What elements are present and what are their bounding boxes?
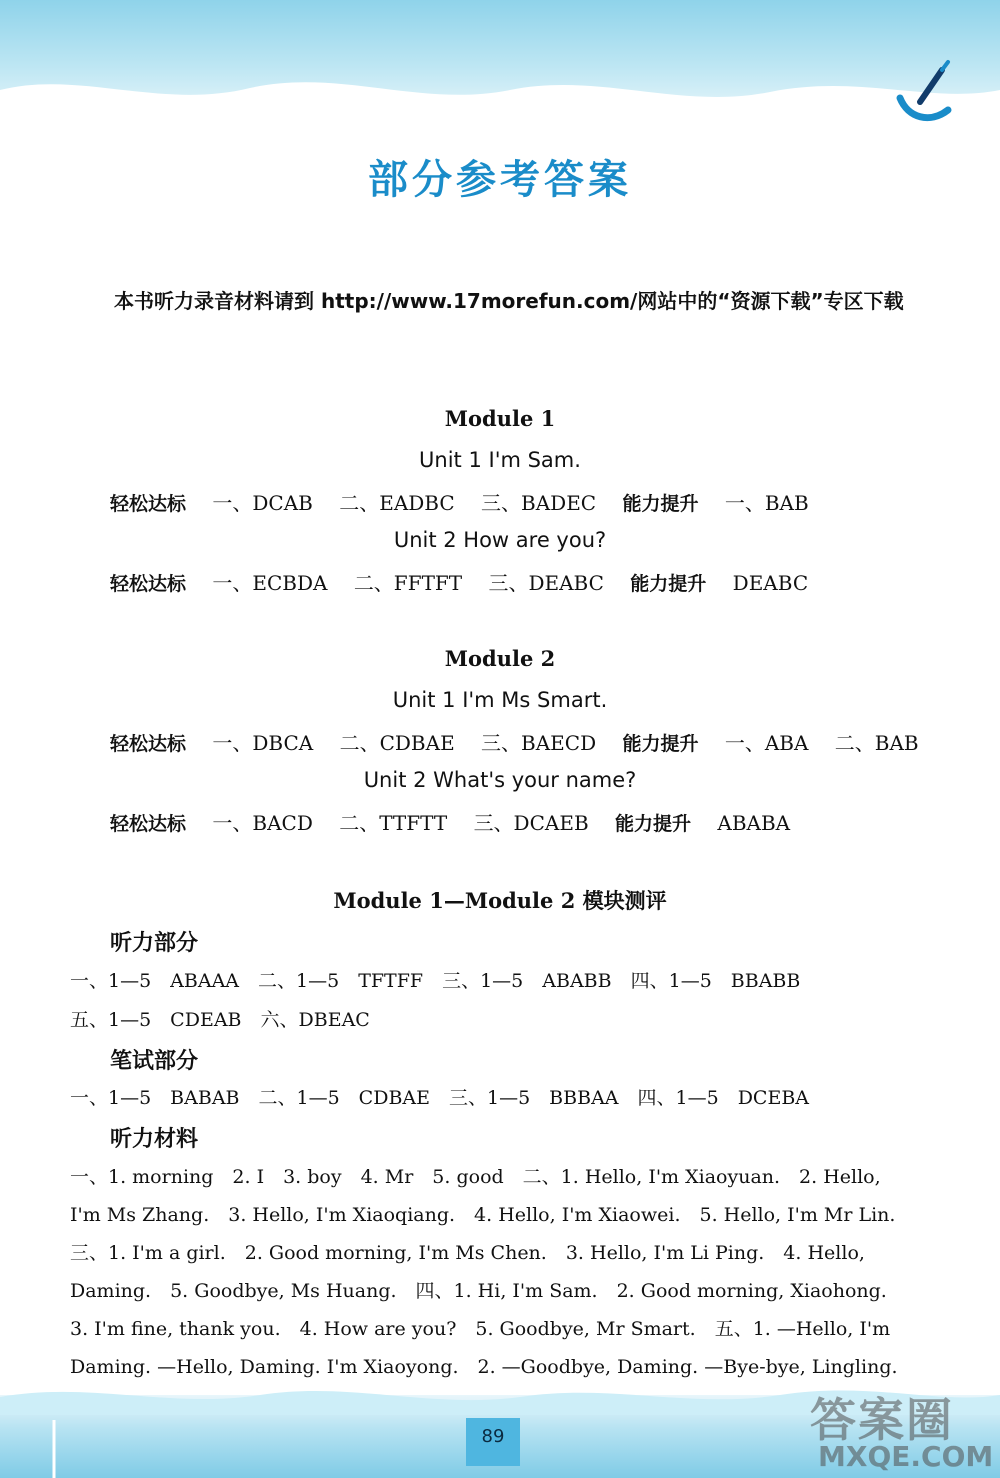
- module2-title: Module 2: [444, 646, 556, 671]
- watermark-bottom: MXQE.COM: [818, 1440, 994, 1473]
- material-line: 三、1. I'm a girl. 2. Good morning, I'm Ms Chen. 3. Hello, I'm Li Ping. 4. Hello,: [70, 1242, 865, 1264]
- answer: 二、CDBAE: [339, 731, 455, 755]
- answer: 二、EADBC: [339, 491, 455, 515]
- module1-unit2-title: Unit 2 How are you?: [393, 528, 607, 552]
- label-advance: 能力提升: [615, 813, 692, 835]
- material-line: 一、1. morning 2. I 3. boy 4. Mr 5. good 二、1. Hello, I'm Xiaoyuan. 2. Hello,: [70, 1166, 881, 1188]
- listening-section-title: 听力部分: [110, 931, 199, 956]
- module-test-title: Module 1—Module 2 模块测评: [333, 888, 667, 913]
- answer: 一、DBCA: [212, 731, 314, 755]
- written-answers-line: 一、1—5 BABAB 二、1—5 CDBAE 三、1—5 BBBAA 四、1—5 DCEBA: [70, 1087, 810, 1109]
- module1-unit1-answers: [110, 487, 809, 516]
- top-wave-decor: [0, 60, 1000, 130]
- written-section-title: 笔试部分: [110, 1049, 199, 1074]
- answer: 一、DCAB: [212, 491, 313, 515]
- material-line: I'm Ms Zhang. 3. Hello, I'm Xiaoqiang. 4. Hello, I'm Xiaowei. 5. Hello, I'm Mr Lin.: [70, 1204, 896, 1226]
- watermark: [800, 1378, 1000, 1478]
- answer: 二、TTFTT: [339, 811, 448, 835]
- module2-unit2-title: Unit 2 What's your name?: [363, 768, 637, 792]
- answer: 二、BAB: [834, 731, 919, 755]
- module2-unit2-answers: [110, 807, 790, 836]
- answer: DEABC: [732, 571, 809, 595]
- page-number: 89: [481, 1426, 505, 1447]
- module2-unit1-title: Unit 1 I'm Ms Smart.: [392, 688, 608, 712]
- label-easy: 轻松达标: [110, 573, 187, 595]
- answer: 三、DCAEB: [473, 811, 589, 835]
- page-title: 部分参考答案: [368, 156, 632, 203]
- label-advance: 能力提升: [630, 573, 707, 595]
- answer: 三、BAECD: [481, 731, 597, 755]
- material-line: 3. I'm fine, thank you. 4. How are you? 5. Goodbye, Mr Smart. 五、1. —Hello, I'm: [70, 1318, 891, 1340]
- module1-unit2-answers: [110, 567, 808, 596]
- module2-unit1-answers: [110, 727, 919, 756]
- label-advance: 能力提升: [622, 493, 699, 515]
- answer: 三、BADEC: [481, 491, 597, 515]
- answer: 一、BAB: [724, 491, 809, 515]
- material-line: Daming. 5. Goodbye, Ms Huang. 四、1. Hi, I'm Sam. 2. Good morning, Xiaohong.: [70, 1280, 887, 1302]
- answer: 一、ABA: [724, 731, 809, 755]
- left-edge-line: [50, 1420, 60, 1478]
- answer: 二、FFTFT: [353, 571, 463, 595]
- module1-title: Module 1: [444, 406, 556, 431]
- listening-material-title: 听力材料: [110, 1127, 199, 1152]
- material-line: Daming. —Hello, Daming. I'm Xiaoyong. 2. —Goodbye, Daming. —Bye-bye, Lingling.: [70, 1356, 898, 1378]
- download-note: 本书听力录音材料请到 http://www.17morefun.com/网站中的“资源下载”专区下载: [114, 289, 904, 313]
- listening-answers-line: 一、1—5 ABAAA 二、1—5 TFTFF 三、1—5 ABABB 四、1—5 BBABB: [70, 970, 801, 992]
- label-easy: 轻松达标: [110, 733, 187, 755]
- module1-unit1-title: Unit 1 I'm Sam.: [419, 448, 581, 472]
- label-advance: 能力提升: [622, 733, 699, 755]
- label-easy: 轻松达标: [110, 813, 187, 835]
- label-easy: 轻松达标: [110, 493, 187, 515]
- answer: ABABA: [717, 811, 791, 835]
- answer: 三、DEABC: [488, 571, 604, 595]
- watermark-top: 答案圈: [810, 1393, 954, 1447]
- answer: 一、ECBDA: [212, 571, 328, 595]
- answer: 一、BACD: [212, 811, 313, 835]
- listening-answers-line: 五、1—5 CDEAB 六、DBEAC: [70, 1009, 370, 1031]
- pen-logo-icon: [890, 58, 960, 128]
